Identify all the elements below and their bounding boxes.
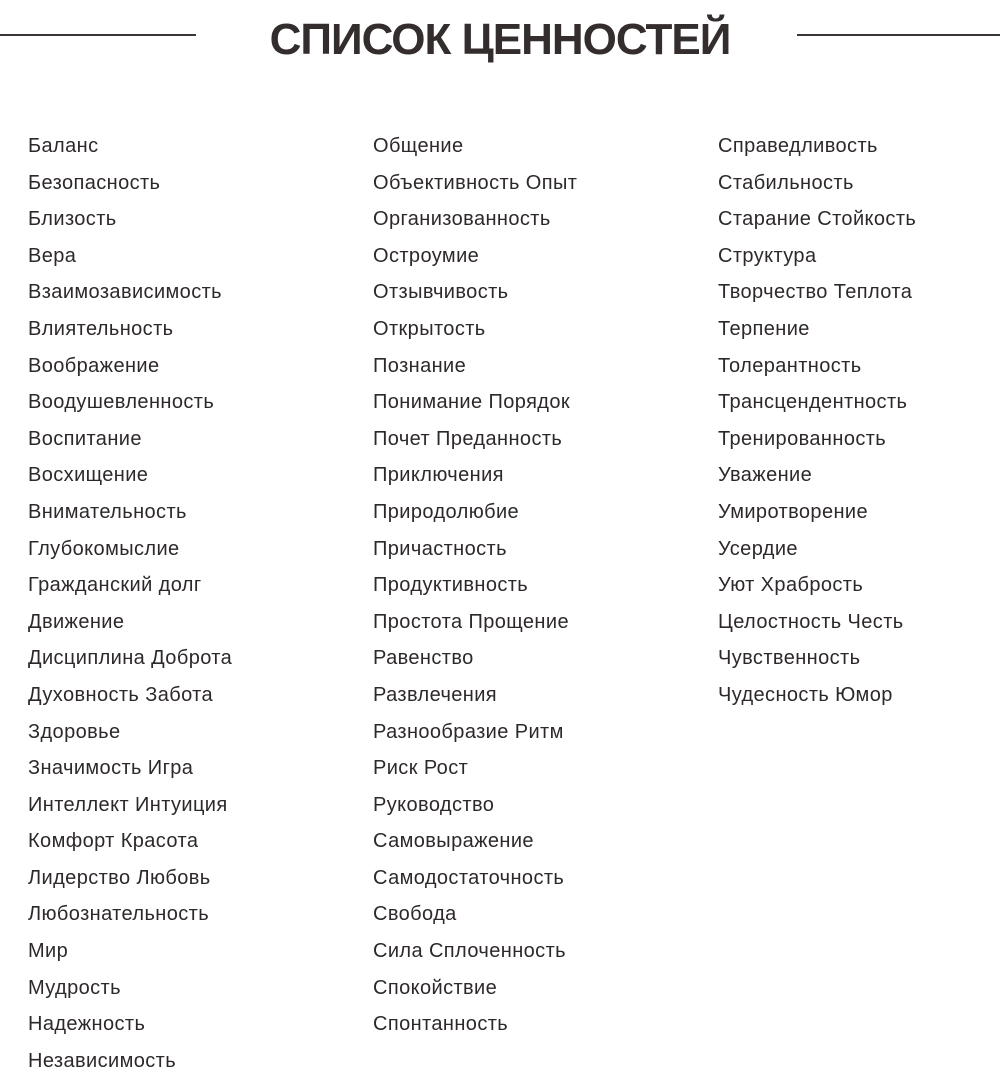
value-item: Внимательность	[28, 500, 187, 523]
value-item: Воспитание	[28, 427, 142, 450]
value-item: Самодостаточность	[373, 866, 565, 889]
value-item: Общение	[373, 135, 464, 157]
values-column-1	[28, 128, 232, 1079]
page-title: СПИСОК ЦЕННОСТЕЙ	[269, 15, 731, 64]
value-item: Стабильность	[718, 171, 854, 194]
value-item: Духовность Забота	[28, 683, 214, 706]
value-item: Дисциплина Доброта	[28, 647, 233, 670]
value-item: Тренированность	[718, 427, 887, 450]
value-item: Гражданский долг	[28, 574, 202, 597]
value-item: Простота Прощение	[373, 610, 569, 633]
value-item: Объективность Опыт	[373, 171, 578, 194]
value-item: Продуктивность	[373, 574, 529, 597]
value-item: Руководство	[373, 793, 495, 816]
value-item: Познание	[373, 354, 467, 377]
value-item: Вера	[28, 244, 77, 267]
value-item: Остроумие	[373, 244, 480, 267]
value-item: Спонтанность	[373, 1013, 509, 1036]
title-rule-right	[797, 34, 1000, 36]
page-header	[0, 0, 1000, 80]
value-item: Баланс	[28, 135, 99, 157]
value-item: Воображение	[28, 354, 160, 377]
value-item: Воодушевленность	[28, 391, 215, 414]
value-item: Развлечения	[373, 683, 498, 706]
value-item: Уважение	[718, 464, 813, 487]
value-item: Усердие	[718, 537, 798, 560]
values-column-3	[718, 128, 916, 714]
value-item: Равенство	[373, 647, 474, 670]
value-item: Спокойствие	[373, 976, 498, 999]
value-item: Глубокомыслие	[28, 537, 180, 560]
value-item: Разнообразие Ритм	[373, 720, 564, 743]
value-item: Отзывчивость	[373, 281, 509, 304]
value-item: Интеллект Интуиция	[28, 793, 228, 816]
value-item: Близость	[28, 208, 117, 231]
value-item: Самовыражение	[373, 830, 534, 853]
value-item: Движение	[28, 610, 125, 633]
value-item: Надежность	[28, 1013, 146, 1036]
value-item: Безопасность	[28, 171, 161, 194]
value-item: Значимость Игра	[28, 757, 194, 780]
value-item: Чувственность	[718, 647, 861, 670]
value-item: Умиротворение	[718, 500, 869, 523]
value-item: Природолюбие	[373, 500, 520, 523]
value-item: Взаимозависимость	[28, 281, 222, 304]
value-item: Свобода	[373, 903, 457, 926]
value-item: Восхищение	[28, 464, 149, 487]
value-item: Риск Рост	[373, 757, 469, 780]
value-item: Почет Преданность	[373, 427, 563, 450]
value-item: Сила Сплоченность	[373, 940, 566, 963]
value-item: Справедливость	[718, 135, 878, 157]
value-item: Трансцендентность	[718, 391, 908, 414]
value-item: Влиятельность	[28, 317, 174, 340]
value-item: Творчество Теплота	[718, 281, 913, 304]
value-item: Целостность Честь	[718, 610, 904, 633]
value-item: Старание Стойкость	[718, 208, 917, 231]
value-item: Понимание Порядок	[373, 391, 571, 414]
value-item: Мир	[28, 940, 69, 963]
value-item: Любознательность	[28, 903, 210, 926]
value-item: Организованность	[373, 208, 551, 231]
value-item: Комфорт Красота	[28, 830, 199, 853]
value-item: Приключения	[373, 464, 504, 487]
value-item: Толерантность	[718, 354, 862, 377]
value-item: Мудрость	[28, 976, 121, 999]
values-column-2	[373, 128, 577, 1043]
value-item: Терпение	[718, 317, 810, 340]
value-item: Здоровье	[28, 720, 121, 743]
value-item: Независимость	[28, 1049, 177, 1072]
value-item: Открытость	[373, 317, 486, 340]
value-item: Структура	[718, 244, 817, 267]
value-item: Уют Храбрость	[718, 574, 864, 597]
value-item: Причастность	[373, 537, 507, 560]
value-item: Лидерство Любовь	[28, 866, 211, 889]
value-item: Чудесность Юмор	[718, 683, 893, 706]
